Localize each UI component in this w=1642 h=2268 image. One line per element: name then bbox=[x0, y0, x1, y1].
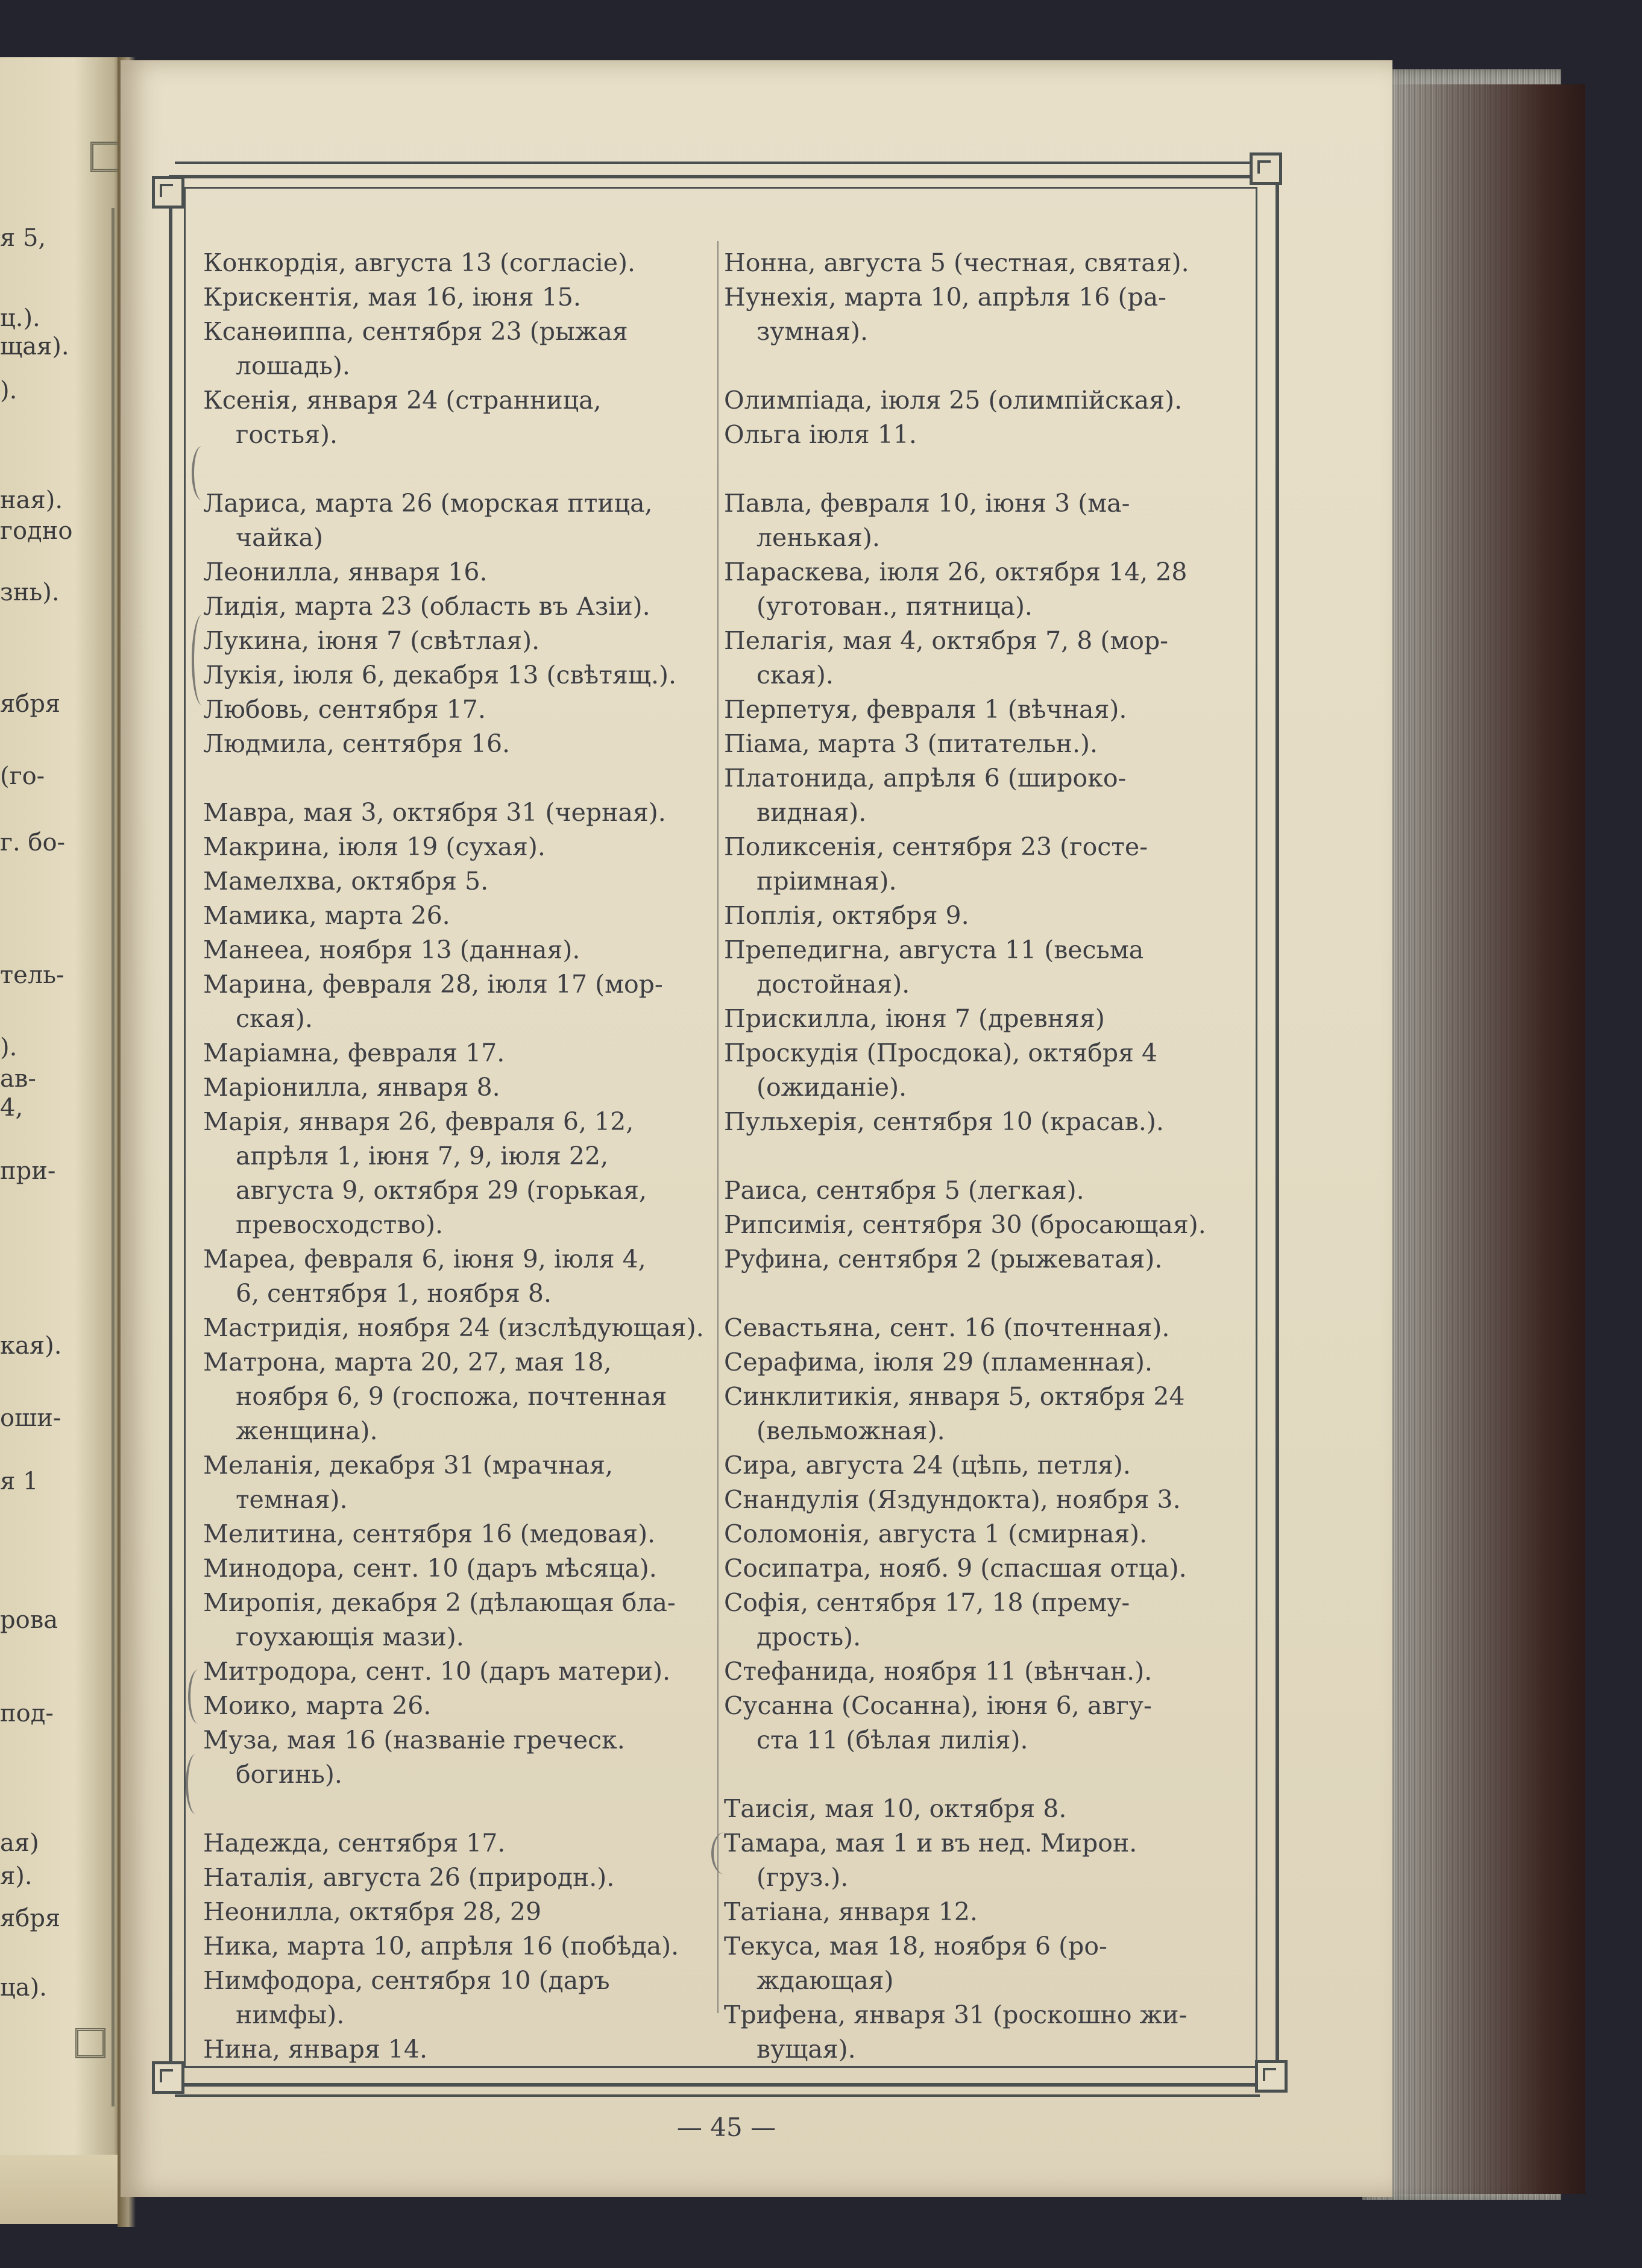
entry-continuation-line: видная). bbox=[757, 798, 867, 827]
calendar-entry bbox=[203, 1070, 705, 1105]
calendar-entry bbox=[724, 624, 1225, 693]
previous-page-text-fragment: ца). bbox=[0, 1974, 47, 2002]
entry-line: Прискилла, іюня 7 (древняя) bbox=[724, 1004, 1105, 1033]
entry-line: Пелагія, мая 4, октября 7, 8 (мор- bbox=[724, 626, 1169, 655]
previous-page-text-fragment: ав- bbox=[0, 1065, 36, 1093]
calendar-entry bbox=[203, 589, 705, 624]
corner-ornament-bottom-left bbox=[152, 2061, 184, 2094]
entry-line: Трифена, января 31 (роскошно жи- bbox=[724, 2000, 1187, 2029]
entry-line: Мавра, мая 3, октября 31 (черная). bbox=[203, 798, 666, 827]
calendar-entry bbox=[203, 1689, 705, 1723]
entry-line: Таисія, мая 10, октября 8. bbox=[724, 1794, 1067, 1823]
entry-line: Сосипатра, нояб. 9 (спасшая отца). bbox=[724, 1554, 1187, 1583]
entry-continuation-line: 6, сентября 1, ноября 8. bbox=[236, 1279, 552, 1308]
calendar-entry bbox=[724, 1242, 1225, 1277]
entry-line: Нимфодора, сентября 10 (даръ bbox=[203, 1966, 610, 1995]
calendar-entry bbox=[724, 1586, 1225, 1654]
corner-ornament-bottom-right bbox=[1255, 2060, 1288, 2093]
previous-page-text-fragment: г. бо- bbox=[0, 829, 66, 856]
entry-line: Меланія, декабря 31 (мрачная, bbox=[203, 1451, 614, 1480]
entry-continuation-line: гоухающія мази). bbox=[236, 1622, 464, 1651]
calendar-entry bbox=[203, 830, 705, 864]
previous-page-text-fragment: под- bbox=[0, 1700, 54, 1727]
pencil-mark bbox=[192, 615, 212, 705]
calendar-entry bbox=[724, 1345, 1225, 1380]
entry-line: Минодора, сент. 10 (даръ мѣсяца). bbox=[203, 1554, 657, 1583]
calendar-entry bbox=[203, 1654, 705, 1689]
previous-page-text-fragment: ября bbox=[0, 690, 61, 718]
entry-line: Конкордія, августа 13 (согласіе). bbox=[203, 248, 636, 277]
entry-line: Ольга іюля 11. bbox=[724, 420, 917, 449]
entry-continuation-line: богинь). bbox=[236, 1760, 342, 1789]
calendar-entry bbox=[724, 1998, 1225, 2067]
entry-continuation-line: (ожиданіе). bbox=[757, 1073, 907, 1102]
calendar-entry bbox=[203, 1586, 705, 1654]
entry-line: Снандулія (Яздундокта), ноября 3. bbox=[724, 1485, 1181, 1514]
book-cover bbox=[1386, 84, 1585, 2194]
calendar-entry bbox=[724, 555, 1225, 624]
entry-line: Мареа, февраля 6, іюня 9, іюля 4, bbox=[203, 1245, 646, 1274]
calendar-entry bbox=[203, 555, 705, 589]
entry-line: Ника, марта 10, апрѣля 16 (побѣда). bbox=[203, 1932, 679, 1961]
calendar-entry bbox=[724, 1173, 1225, 1208]
entry-line: Поплія, октября 9. bbox=[724, 901, 969, 930]
entry-line: Олимпіада, іюля 25 (олимпійская). bbox=[724, 386, 1183, 415]
entry-continuation-line: ленькая). bbox=[757, 523, 880, 552]
calendar-entry bbox=[203, 1826, 705, 1861]
calendar-entry bbox=[724, 693, 1225, 727]
calendar-entry bbox=[203, 624, 705, 658]
entry-line: Сусанна (Сосанна), іюня 6, авгу- bbox=[724, 1691, 1152, 1720]
previous-page-text-fragment: знь). bbox=[0, 579, 60, 606]
calendar-entry bbox=[724, 246, 1225, 280]
calendar-entry bbox=[724, 418, 1225, 452]
previous-page-text-fragment: ная). bbox=[0, 486, 63, 514]
entry-line: Серафима, іюля 29 (пламенная). bbox=[724, 1348, 1153, 1377]
calendar-entry bbox=[724, 1002, 1225, 1036]
entry-line: Ксанөиппа, сентября 23 (рыжая bbox=[203, 317, 628, 346]
pencil-mark bbox=[711, 1832, 738, 1874]
previous-page-text-fragment: оши- bbox=[0, 1404, 61, 1432]
entry-continuation-line: темная). bbox=[236, 1485, 348, 1514]
calendar-entry bbox=[203, 1964, 705, 2032]
entry-continuation-line: ста 11 (бѣлая лилія). bbox=[757, 1726, 1028, 1754]
entry-continuation-line: дрость). bbox=[757, 1622, 861, 1651]
calendar-entry bbox=[203, 727, 705, 761]
calendar-entry bbox=[724, 933, 1225, 1002]
entry-line: Надежда, сентября 17. bbox=[203, 1829, 506, 1858]
entry-line: Платонида, апрѣля 6 (широко- bbox=[724, 764, 1127, 793]
entry-continuation-line: (груз.). bbox=[757, 1863, 849, 1892]
entry-continuation-line: нимфы). bbox=[236, 2000, 345, 2029]
previous-page-text-fragment: ). bbox=[0, 1034, 17, 1061]
corner-ornament-top-right bbox=[1250, 152, 1282, 185]
entry-line: Параскева, іюля 26, октября 14, 28 bbox=[724, 558, 1187, 586]
calendar-entry bbox=[203, 486, 705, 555]
entry-continuation-line: зумная). bbox=[757, 317, 869, 346]
entry-line: Соломонія, августа 1 (смирная). bbox=[724, 1519, 1148, 1548]
entry-line: Моико, марта 26. bbox=[203, 1691, 432, 1720]
entry-continuation-line: лошадь). bbox=[236, 351, 350, 380]
calendar-entry bbox=[203, 1861, 705, 1895]
previous-page-text-fragment: кая). bbox=[0, 1332, 62, 1360]
entry-line: Наталія, августа 26 (природн.). bbox=[203, 1863, 615, 1892]
calendar-entry bbox=[203, 315, 705, 383]
previous-page-text-fragment: щая). bbox=[0, 333, 69, 360]
entry-line: Павла, февраля 10, іюня 3 (ма- bbox=[724, 489, 1130, 518]
previous-page-text-fragment: при- bbox=[0, 1157, 56, 1185]
entry-continuation-line: августа 9, октября 29 (горькая, bbox=[236, 1176, 647, 1205]
previous-page-edge bbox=[0, 2155, 124, 2224]
calendar-entry bbox=[203, 280, 705, 315]
calendar-entry bbox=[724, 1654, 1225, 1689]
calendar-entry bbox=[203, 1242, 705, 1311]
entry-line: Стефанида, ноября 11 (вѣнчан.). bbox=[724, 1657, 1153, 1686]
calendar-entry bbox=[724, 1380, 1225, 1448]
entry-line: Людмила, сентября 16. bbox=[203, 729, 511, 758]
entry-continuation-line: ждающая) bbox=[757, 1966, 894, 1995]
pencil-mark bbox=[188, 1670, 209, 1724]
previous-page-text-fragment: я). bbox=[0, 1862, 33, 1890]
entry-continuation-line: апрѣля 1, іюня 7, 9, іюля 22, bbox=[236, 1142, 609, 1170]
entry-line: Маріамна, февраля 17. bbox=[203, 1038, 505, 1067]
previous-page-text-fragment: ября bbox=[0, 1905, 61, 1932]
calendar-entry bbox=[203, 796, 705, 830]
entry-line: Тамара, мая 1 и въ нед. Мирон. bbox=[724, 1829, 1137, 1858]
entry-continuation-line: достойная). bbox=[757, 970, 910, 999]
calendar-entry bbox=[203, 1723, 705, 1792]
previous-page-text-fragment: рова bbox=[0, 1606, 58, 1634]
calendar-entry bbox=[203, 1036, 705, 1070]
calendar-entry bbox=[203, 658, 705, 693]
calendar-entry bbox=[724, 1895, 1225, 1929]
calendar-entry bbox=[203, 1345, 705, 1448]
entry-line: Митродора, сент. 10 (даръ матери). bbox=[203, 1657, 671, 1686]
entry-continuation-line: превосходство). bbox=[236, 1210, 444, 1239]
calendar-entry bbox=[203, 864, 705, 899]
previous-page bbox=[0, 57, 124, 2224]
previous-page-text-fragment: 4, bbox=[0, 1094, 24, 1122]
entry-line: Татіана, января 12. bbox=[724, 1897, 978, 1926]
entry-line: Неонилла, октября 28, 29 bbox=[203, 1897, 542, 1926]
calendar-entry bbox=[203, 1448, 705, 1517]
calendar-entry bbox=[203, 246, 705, 280]
previous-page-ornament-top bbox=[90, 142, 121, 172]
entry-line: Любовь, сентября 17. bbox=[203, 695, 486, 724]
entry-continuation-line: чайка) bbox=[236, 523, 323, 552]
entry-continuation-line: вущая). bbox=[757, 2035, 856, 2064]
entry-line: Пульхерія, сентября 10 (красав.). bbox=[724, 1107, 1164, 1136]
entry-continuation-line: ноября 6, 9 (госпожа, почтенная bbox=[236, 1382, 667, 1411]
previous-page-text-fragment: я 5, bbox=[0, 224, 46, 252]
previous-page-text-fragment: годно bbox=[0, 517, 73, 545]
previous-page-text-fragment: (го- bbox=[0, 762, 45, 790]
calendar-entry bbox=[724, 1929, 1225, 1998]
entry-line: Маріонилла, января 8. bbox=[203, 1073, 500, 1102]
calendar-entry bbox=[724, 1448, 1225, 1483]
entry-line: Нунехія, марта 10, апрѣля 16 (ра- bbox=[724, 283, 1167, 312]
entry-line: Миропія, декабря 2 (дѣлающая бла- bbox=[203, 1588, 676, 1617]
calendar-entry bbox=[724, 486, 1225, 555]
calendar-entry bbox=[724, 1483, 1225, 1517]
frame-bottom-rule bbox=[175, 2094, 1260, 2097]
entry-line: Крискентія, мая 16, іюня 15. bbox=[203, 283, 581, 312]
calendar-entry bbox=[203, 967, 705, 1036]
entry-line: Нина, января 14. bbox=[203, 2035, 427, 2064]
corner-ornament-top-left bbox=[152, 176, 184, 209]
calendar-entry bbox=[724, 383, 1225, 418]
previous-page-frame-line bbox=[112, 208, 115, 2106]
calendar-entry bbox=[724, 1792, 1225, 1826]
calendar-entry bbox=[724, 1689, 1225, 1758]
entry-line: Мастридія, ноября 24 (изслѣдующая). bbox=[203, 1313, 704, 1342]
calendar-entry bbox=[203, 1929, 705, 1964]
entry-line: Сира, августа 24 (цѣпь, петля). bbox=[724, 1451, 1131, 1480]
entry-continuation-line: ская). bbox=[757, 661, 834, 690]
entry-line: Препедигна, августа 11 (весьма bbox=[724, 935, 1144, 964]
calendar-entry bbox=[203, 899, 705, 933]
entry-line: Мелитина, сентября 16 (медовая). bbox=[203, 1519, 656, 1548]
entry-line: Синклитикія, января 5, октября 24 bbox=[724, 1382, 1185, 1411]
previous-page-ornament-bottom bbox=[75, 2028, 105, 2058]
calendar-entry bbox=[203, 1895, 705, 1929]
calendar-entry bbox=[724, 280, 1225, 349]
calendar-entry bbox=[203, 2032, 705, 2067]
pencil-mark bbox=[192, 446, 212, 500]
previous-page-text-fragment: ). bbox=[0, 377, 17, 404]
calendar-entry bbox=[203, 1517, 705, 1551]
entry-line: Перпетуя, февраля 1 (вѣчная). bbox=[724, 695, 1127, 724]
entry-line: Марія, января 26, февраля 6, 12, bbox=[203, 1107, 634, 1136]
calendar-entry bbox=[203, 383, 705, 452]
calendar-entry bbox=[724, 1036, 1225, 1105]
entry-continuation-line: ская). bbox=[236, 1004, 313, 1033]
entry-continuation-line: пріимная). bbox=[757, 867, 897, 896]
entry-line: Лариса, марта 26 (морская птица, bbox=[203, 489, 653, 518]
calendar-entry bbox=[203, 693, 705, 727]
right-column bbox=[724, 246, 1225, 2067]
entry-continuation-line: гостья). bbox=[236, 420, 338, 449]
entry-line: Матрона, марта 20, 27, мая 18, bbox=[203, 1348, 612, 1377]
entry-continuation-line: (уготован., пятница). bbox=[757, 592, 1033, 621]
column-divider bbox=[717, 241, 719, 2013]
entry-line: Нонна, августа 5 (честная, святая). bbox=[724, 248, 1189, 277]
calendar-entry bbox=[203, 933, 705, 967]
calendar-entry bbox=[724, 1105, 1225, 1139]
frame-top-rule bbox=[175, 162, 1260, 164]
calendar-entry bbox=[724, 830, 1225, 899]
entry-line: Руфина, сентября 2 (рыжеватая). bbox=[724, 1245, 1163, 1274]
entry-line: Севастьяна, сент. 16 (почтенная). bbox=[724, 1313, 1170, 1342]
entry-line: Манееа, ноября 13 (данная). bbox=[203, 935, 580, 964]
entry-line: Мамика, марта 26. bbox=[203, 901, 450, 930]
calendar-entry bbox=[724, 1551, 1225, 1586]
calendar-entry bbox=[203, 1551, 705, 1586]
entry-continuation-line: женщина). bbox=[236, 1416, 378, 1445]
calendar-entry bbox=[724, 1517, 1225, 1551]
calendar-entry bbox=[724, 899, 1225, 933]
previous-page-text-fragment: я 1 bbox=[0, 1468, 39, 1495]
page-number: — 45 — bbox=[676, 2113, 776, 2142]
entry-continuation-line: (вельможная). bbox=[757, 1416, 945, 1445]
entry-line: Макрина, іюля 19 (сухая). bbox=[203, 832, 546, 861]
calendar-entry bbox=[724, 761, 1225, 830]
calendar-entry bbox=[724, 1311, 1225, 1345]
previous-page-text-fragment: ая) bbox=[0, 1829, 39, 1857]
entry-line: Проскудія (Просдока), октября 4 bbox=[724, 1038, 1158, 1067]
entry-line: Марина, февраля 28, іюля 17 (мор- bbox=[203, 970, 663, 999]
previous-page-text-fragment: ц.). bbox=[0, 304, 40, 332]
entry-line: Мамелхва, октября 5. bbox=[203, 867, 489, 896]
entry-line: Раиса, сентября 5 (легкая). bbox=[724, 1176, 1084, 1205]
entry-line: Поликсенія, сентября 23 (госте- bbox=[724, 832, 1148, 861]
previous-page-text-fragment: тель- bbox=[0, 961, 64, 989]
calendar-entry bbox=[203, 1311, 705, 1345]
entry-line: Текуса, мая 18, ноября 6 (ро- bbox=[724, 1932, 1107, 1961]
left-column bbox=[203, 246, 705, 2067]
entry-line: Лидія, марта 23 (область въ Азіи). bbox=[203, 592, 650, 621]
calendar-entry bbox=[724, 727, 1225, 761]
entry-line: Ксенія, января 24 (странница, bbox=[203, 386, 602, 415]
entry-line: Муза, мая 16 (названіе греческ. bbox=[203, 1726, 625, 1754]
calendar-entry bbox=[724, 1208, 1225, 1242]
entry-line: Піама, марта 3 (питательн.). bbox=[724, 729, 1098, 758]
calendar-entry bbox=[203, 1105, 705, 1242]
calendar-entry bbox=[724, 1826, 1225, 1895]
entry-line: Лукія, іюля 6, декабря 13 (свѣтящ.). bbox=[203, 661, 677, 690]
entry-line: Лукина, іюня 7 (свѣтлая). bbox=[203, 626, 540, 655]
entry-line: Софія, сентября 17, 18 (прему- bbox=[724, 1588, 1130, 1617]
entry-line: Рипсимія, сентября 30 (бросающая). bbox=[724, 1210, 1206, 1239]
pencil-mark bbox=[186, 1754, 206, 1814]
entry-line: Леонилла, января 16. bbox=[203, 558, 488, 586]
